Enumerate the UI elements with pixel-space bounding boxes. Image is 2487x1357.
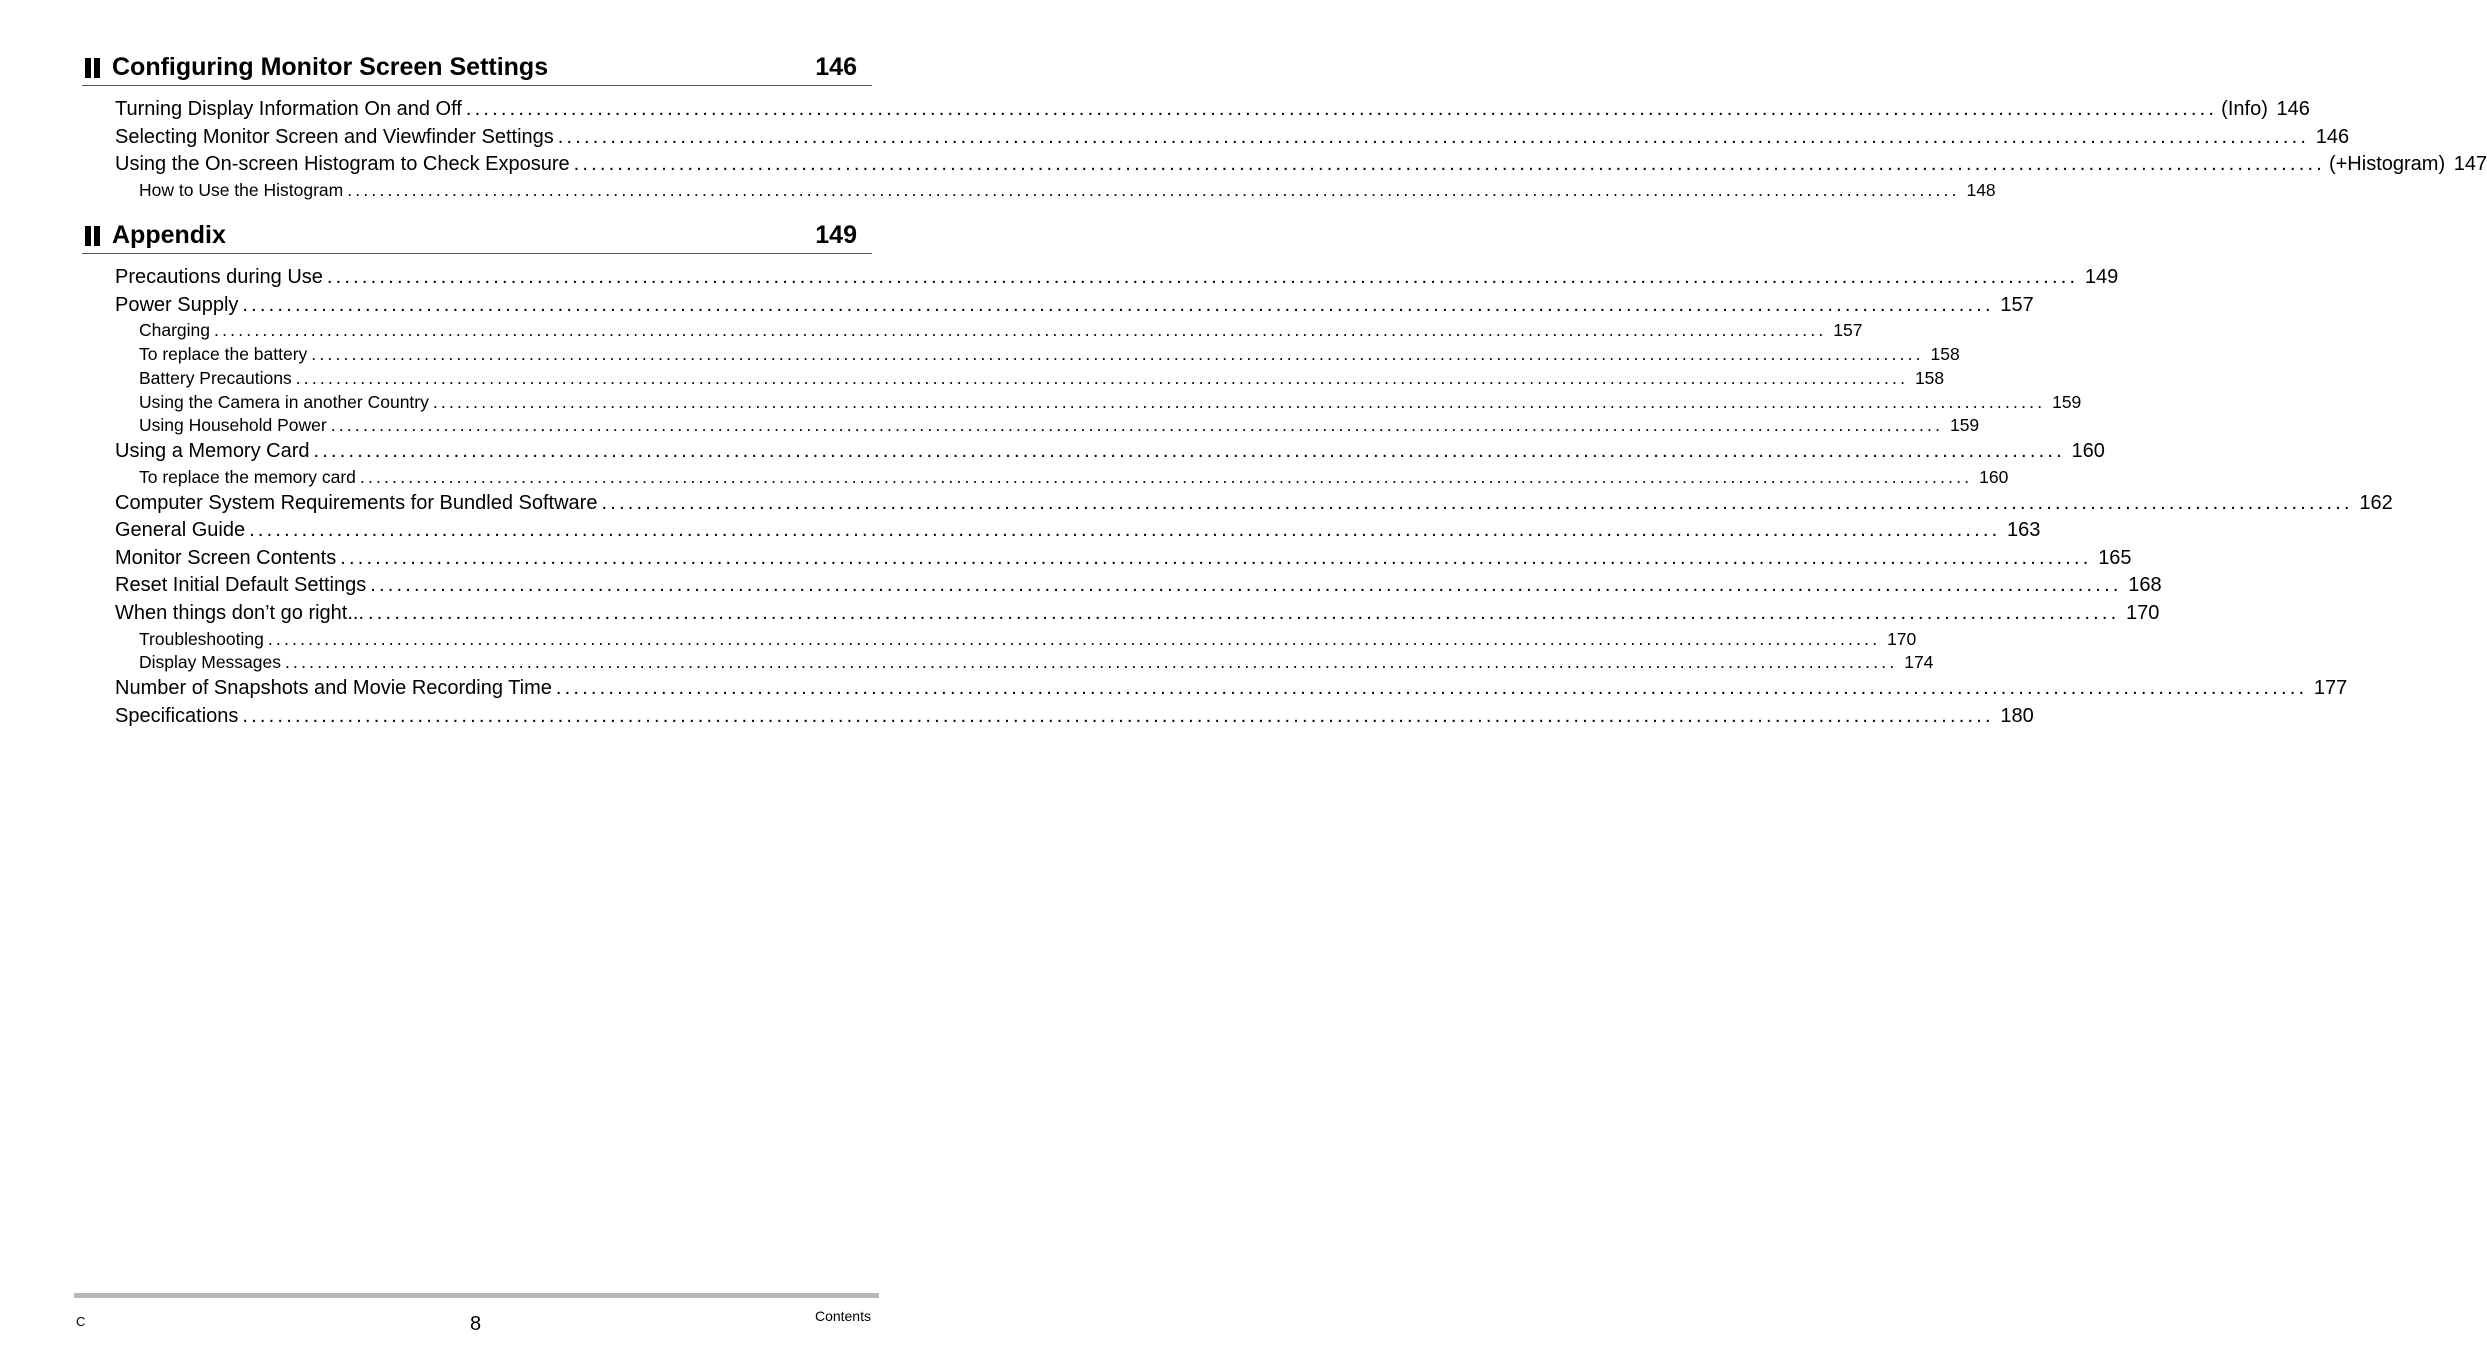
dot-leader: ........................................................................................................................................................................................................ xyxy=(555,677,2308,700)
dot-leader: ........................................................................................................................................................................................................ xyxy=(242,293,1994,316)
toc-entry-tag: (+Histogram) xyxy=(2328,153,2446,176)
dot-leader: ........................................................................................................................................................................................................ xyxy=(242,704,1994,727)
toc-entry-page: 162 xyxy=(2359,491,2393,514)
section-page-number[interactable]: 146 xyxy=(815,53,857,81)
toc-entry-page: 160 xyxy=(2071,440,2105,463)
dot-leader: ........................................................................................................................................................................................................ xyxy=(601,491,2353,514)
toc-entry[interactable] xyxy=(115,151,2487,179)
toc-entry-page: 147 xyxy=(2453,153,2487,176)
toc-entry[interactable] xyxy=(115,124,2350,152)
footer-page-number: 8 xyxy=(470,1313,482,1335)
toc-entry[interactable] xyxy=(115,703,2034,731)
toc-entry-page: 174 xyxy=(1904,652,1934,673)
toc-entry-page: 160 xyxy=(1979,466,2009,487)
toc-entry-title: When things don’t go right... xyxy=(115,601,365,624)
section-heading xyxy=(82,51,872,86)
dot-leader: ........................................................................................................................................................................................................ xyxy=(340,546,2092,569)
toc-entry-page: 165 xyxy=(2098,546,2132,569)
toc-entry-page: 158 xyxy=(1930,343,1960,364)
toc-subentry[interactable] xyxy=(127,179,1996,203)
dot-leader: ........................................................................................................................................................................................................ xyxy=(214,320,1827,341)
toc-entries xyxy=(82,254,2393,730)
toc-entry-title: Selecting Monitor Screen and Viewfinder Settings xyxy=(115,125,554,148)
dot-leader: ........................................................................................................................................................................................................ xyxy=(249,519,2001,542)
toc-section-appendix xyxy=(82,219,2393,730)
dot-leader: ........................................................................................................................................................................................................ xyxy=(326,266,2079,288)
toc-entry-page: 159 xyxy=(1949,415,1980,436)
toc-entry[interactable] xyxy=(115,572,2162,600)
section-heading xyxy=(82,219,872,254)
toc-entry-page: 159 xyxy=(2052,391,2082,412)
toc-entry-title: Battery Precautions xyxy=(139,367,292,388)
toc-entry-title: Turning Display Information On and Off xyxy=(115,98,462,120)
toc-entry-title: Display Messages xyxy=(139,652,281,673)
toc-entry-title: Reset Initial Default Settings xyxy=(115,574,367,597)
toc-subentry[interactable] xyxy=(127,466,2009,490)
dot-leader: ........................................................................................................................................................................................................ xyxy=(295,367,1909,388)
toc-entry-page: 146 xyxy=(2276,98,2310,120)
dot-leader: ........................................................................................................................................................................................................ xyxy=(285,652,1898,673)
toc-entry-title: Using the Camera in another Country xyxy=(139,391,429,412)
toc-entry-page: 170 xyxy=(2126,601,2160,624)
dot-leader: ........................................................................................................................................................................................................ xyxy=(557,125,2310,148)
dot-leader: ........................................................................................................................................................................................................ xyxy=(368,601,2120,624)
dot-leader: ........................................................................................................................................................................................................ xyxy=(267,628,1881,649)
footer-rule xyxy=(74,1293,879,1298)
dot-leader: ........................................................................................................................................................................................................ xyxy=(370,574,2122,597)
toc-entry-title: Precautions during Use xyxy=(115,266,323,288)
toc-entry[interactable] xyxy=(115,517,2041,545)
section-title[interactable]: Appendix xyxy=(112,221,226,249)
toc-entry-title: Using Household Power xyxy=(139,415,327,436)
footer-contents-link[interactable]: Contents xyxy=(814,1308,871,1324)
toc-entry-page: 157 xyxy=(2000,293,2034,316)
toc-entry-title: Monitor Screen Contents xyxy=(115,546,337,569)
section-marker-icon xyxy=(85,58,101,78)
toc-entry[interactable] xyxy=(115,545,2132,573)
toc-entry-title: Number of Snapshots and Movie Recording Time xyxy=(115,677,552,700)
toc-entry-page: 148 xyxy=(1966,179,1996,200)
toc-entries xyxy=(82,86,2487,203)
toc-entry-title: Specifications xyxy=(115,704,239,727)
toc-entry-page: 157 xyxy=(1833,320,1863,341)
dot-leader: ........................................................................................................................................................................................................ xyxy=(330,415,1944,436)
dot-leader: ........................................................................................................................................................................................................ xyxy=(311,343,1924,364)
toc-entry-title: Charging xyxy=(139,320,211,341)
toc-subentry[interactable] xyxy=(127,343,1960,367)
toc-entry-title: How to Use the Histogram xyxy=(139,179,344,200)
toc-entry-title: Computer System Requirements for Bundled Software xyxy=(115,491,598,514)
footer-left-label: C xyxy=(76,1314,86,1329)
toc-entry[interactable] xyxy=(115,675,2348,703)
toc-entry-page: 180 xyxy=(2000,704,2034,727)
dot-leader: ........................................................................................................................................................................................................ xyxy=(359,466,1973,487)
toc-entry-page: 168 xyxy=(2128,574,2162,597)
dot-leader: ........................................................................................................................................................................................................ xyxy=(465,98,2218,120)
toc-entry[interactable] xyxy=(115,96,2310,124)
toc-subentry[interactable] xyxy=(127,367,1945,391)
toc-subentry[interactable] xyxy=(127,628,1917,652)
section-title[interactable]: Configuring Monitor Screen Settings xyxy=(112,53,549,81)
section-marker-icon xyxy=(85,226,101,246)
toc-subentry[interactable] xyxy=(127,651,1934,675)
toc-subentry[interactable] xyxy=(127,319,1863,343)
toc-entry-page: 158 xyxy=(1914,367,1945,388)
toc-entry[interactable] xyxy=(115,438,2105,466)
section-page-number[interactable]: 149 xyxy=(815,221,857,249)
toc-entry[interactable] xyxy=(115,264,2119,292)
toc-entry-page: 170 xyxy=(1887,628,1917,649)
toc-entry-title: Using a Memory Card xyxy=(115,440,310,463)
toc-entry[interactable] xyxy=(115,600,2160,628)
toc-entry-title: Power Supply xyxy=(115,293,239,316)
toc-entry-title: General Guide xyxy=(115,519,246,542)
toc-entry-page: 146 xyxy=(2315,125,2350,148)
dot-leader: ........................................................................................................................................................................................................ xyxy=(347,179,1960,200)
toc-subentry[interactable] xyxy=(127,391,2082,415)
toc-entry-page: 163 xyxy=(2007,519,2041,542)
toc-entry-page: 149 xyxy=(2084,266,2119,288)
toc-subentry[interactable] xyxy=(127,414,1980,438)
dot-leader: ........................................................................................................................................................................................................ xyxy=(313,440,2065,463)
dot-leader: ........................................................................................................................................................................................................ xyxy=(432,391,2046,412)
toc-entry-title: To replace the memory card xyxy=(139,466,356,487)
toc-entry-page: 177 xyxy=(2313,677,2348,700)
toc-entry[interactable] xyxy=(115,490,2393,518)
toc-entry-title: Using the On-screen Histogram to Check Exposure xyxy=(115,153,570,176)
toc-entry[interactable] xyxy=(115,292,2034,320)
toc-entry-tag: (Info) xyxy=(2221,98,2268,120)
toc-entry-title: Troubleshooting xyxy=(139,628,264,649)
toc-section-monitor xyxy=(82,51,2487,203)
toc-entry-title: To replace the battery xyxy=(139,343,308,364)
dot-leader: ........................................................................................................................................................................................................ xyxy=(573,153,2325,176)
